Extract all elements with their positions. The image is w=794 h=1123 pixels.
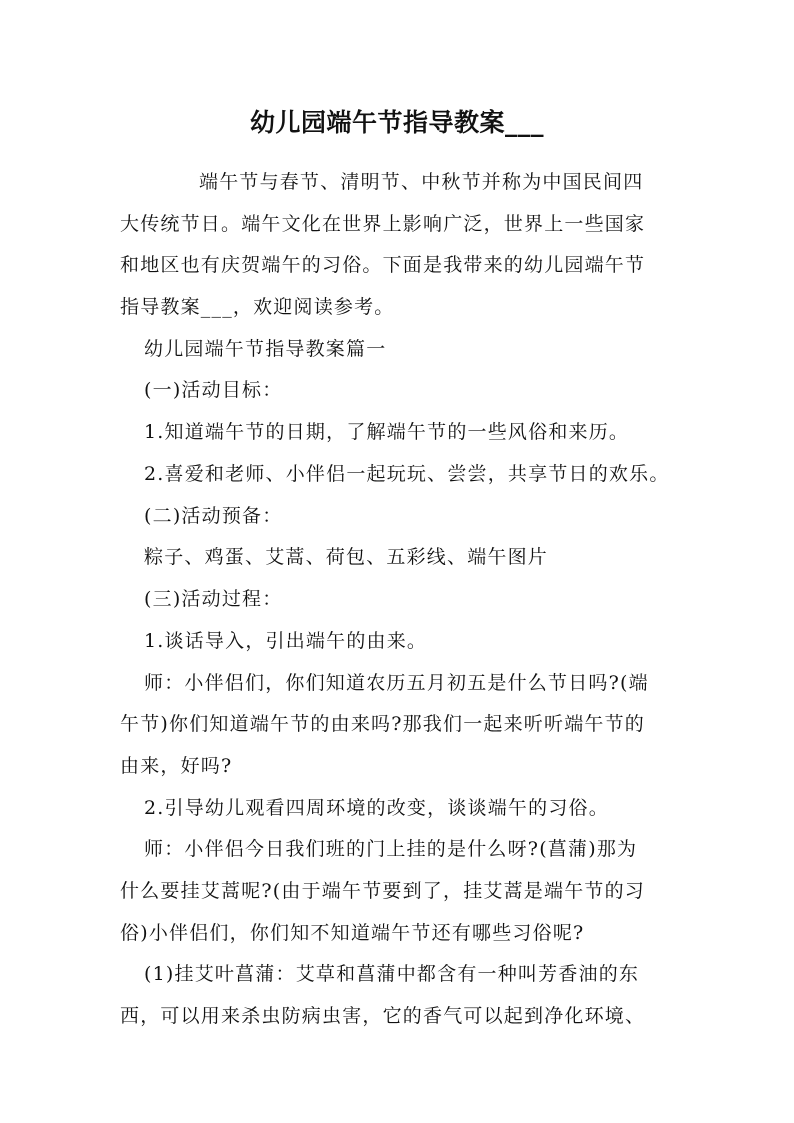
paragraph-line: 午节)你们知道端午节的由来吗?那我们一起来听听端午节的 bbox=[120, 713, 646, 735]
paragraph-line: (三)活动过程： bbox=[144, 588, 283, 610]
paragraph-line: 粽子、鸡蛋、艾蒿、荷包、五彩线、端午图片 bbox=[144, 546, 549, 568]
paragraph-line: 2.引导幼儿观看四周环境的改变，谈谈端午的习俗。 bbox=[144, 797, 609, 819]
paragraph-line: 指导教案___，欢迎阅读参考。 bbox=[120, 296, 395, 318]
paragraph-line: (一)活动目标： bbox=[144, 379, 283, 401]
paragraph-line: 大传统节日。端午文化在世界上影响广泛，世界上一些国家 bbox=[120, 213, 646, 235]
paragraph-line: 由来，好吗? bbox=[120, 755, 233, 777]
paragraph-line: (1)挂艾叶菖蒲：艾草和菖蒲中都含有一种叫芳香油的东 bbox=[144, 963, 640, 985]
paragraph-line: 2.喜爱和老师、小伴侣一起玩玩、尝尝，共享节日的欢乐。 bbox=[144, 463, 670, 485]
paragraph-line: 师：小伴侣今日我们班的门上挂的是什么呀?(菖蒲)那为 bbox=[144, 838, 638, 860]
paragraph-line: 1.谈话导入，引出端午的由来。 bbox=[144, 630, 428, 652]
paragraph-line: 俗)小伴侣们，你们知不知道端午节还有哪些习俗呢? bbox=[120, 922, 585, 944]
section-heading: 幼儿园端午节指导教案篇一 bbox=[144, 338, 387, 360]
paragraph-line: 什么要挂艾蒿呢?(由于端午节要到了，挂艾蒿是端午节的习 bbox=[120, 880, 646, 902]
paragraph-line: 端午节与春节、清明节、中秋节并称为中国民间四 bbox=[199, 171, 644, 193]
document-title: 幼儿园端午节指导教案___ bbox=[249, 108, 544, 137]
paragraph-line: 1.知道端午节的日期，了解端午节的一些风俗和来历。 bbox=[144, 421, 630, 443]
paragraph-line: (二)活动预备： bbox=[144, 505, 283, 527]
paragraph-line: 和地区也有庆贺端午的习俗。下面是我带来的幼儿园端午节 bbox=[120, 254, 646, 276]
paragraph-line: 西，可以用来杀虫防病虫害，它的香气可以起到净化环境、 bbox=[120, 1005, 646, 1027]
paragraph-line: 师：小伴侣们，你们知道农历五月初五是什么节日吗?(端 bbox=[144, 672, 649, 694]
